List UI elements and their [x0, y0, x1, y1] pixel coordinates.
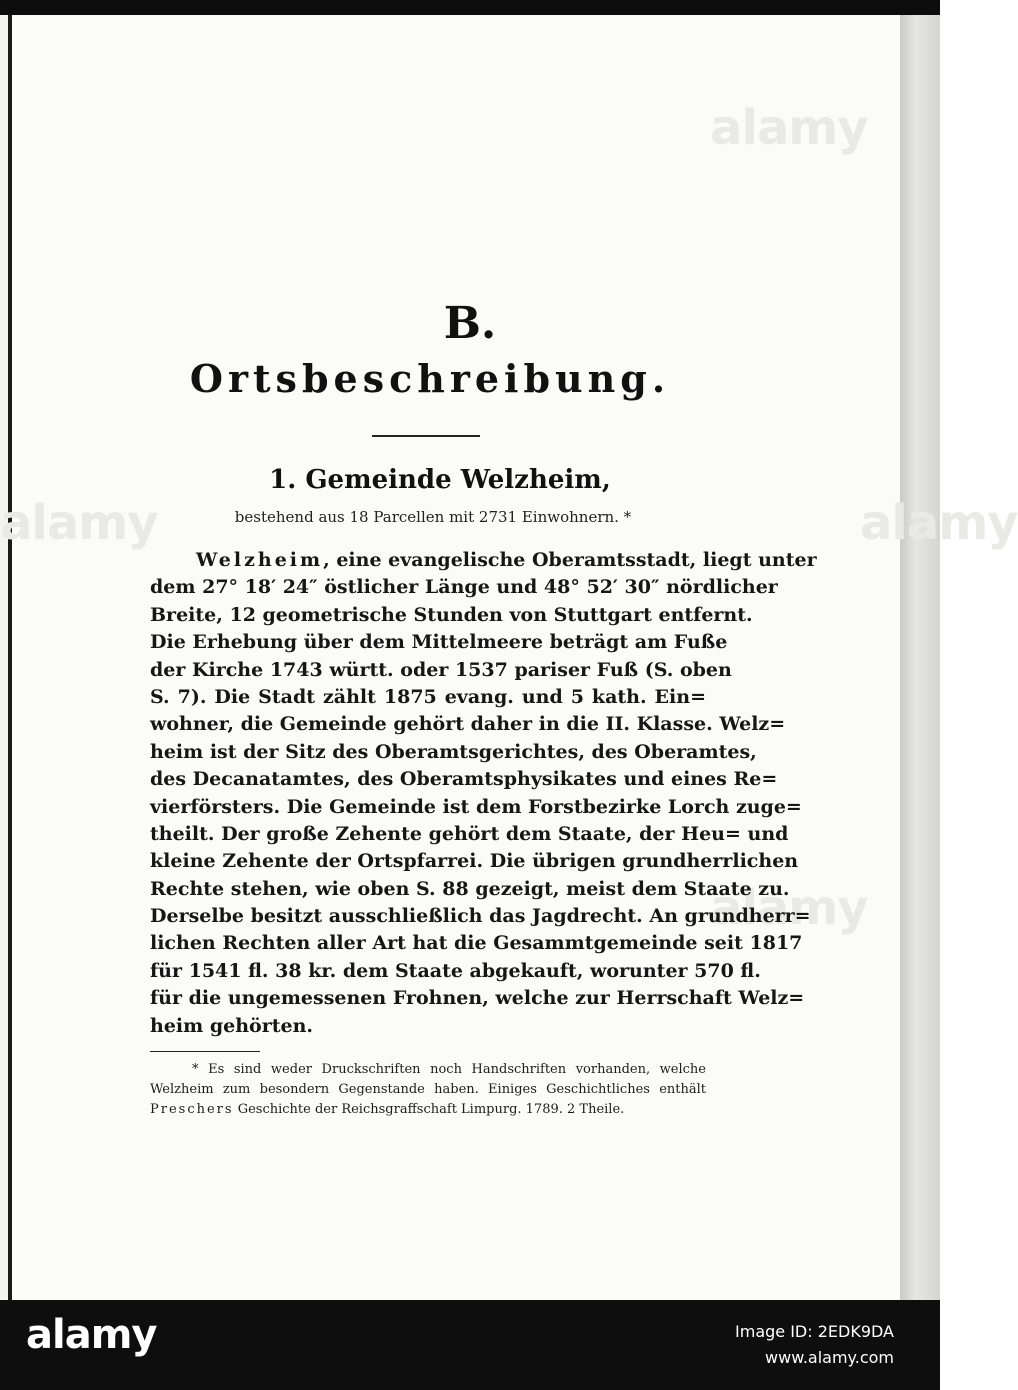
title-divider	[372, 435, 480, 437]
alamy-logo: alamy	[26, 1312, 157, 1358]
text-line: Breite, 12 geometrische Stunden von Stuttgart entfernt.	[150, 603, 753, 626]
text-line: heim gehörten.	[150, 1014, 314, 1037]
site-url: www.alamy.com	[765, 1348, 894, 1367]
watermark-logo: alamy	[0, 495, 158, 551]
text-line: theilt. Der große Zehente gehört dem Staate, der Heu= und	[150, 822, 789, 845]
text-line: wohner, die Gemeinde gehört daher in die II. Klasse. Welz=	[150, 713, 786, 736]
page-left-edge	[8, 15, 12, 1300]
page-gutter-shadow	[900, 15, 940, 1300]
footnote-line	[150, 1100, 706, 1120]
emphasis-name: Welzheim	[196, 549, 324, 571]
text-line: dem 27° 18′ 24″ östlicher Länge und 48° 52′ 30″ nördlicher	[150, 576, 778, 599]
municipality-heading: 1. Gemeinde Welzheim,	[269, 465, 611, 495]
footnote-line: Welzheim zum besondern Gegenstande haben. Einiges Geschichtliches enthält	[150, 1082, 706, 1097]
municipality-subheading: bestehend aus 18 Parcellen mit 2731 Einwohnern. *	[234, 508, 632, 526]
watermark-logo: alamy	[860, 495, 1018, 551]
text-line: der Kirche 1743 württ. oder 1537 pariser Fuß (S. oben	[150, 658, 732, 681]
text-line: heim ist der Sitz des Oberamtsgerichtes, des Oberamtes,	[150, 740, 757, 763]
section-title: Ortsbeschreibung.	[189, 356, 671, 401]
top-border	[0, 0, 940, 15]
image-id-label: Image ID: 2EDK9DA	[735, 1322, 894, 1341]
text-line: vierförsters. Die Gemeinde ist dem Forstbezirke Lorch zuge=	[150, 795, 802, 818]
footnote-divider	[150, 1051, 260, 1052]
footnotes	[150, 1060, 706, 1120]
section-letter: B.	[443, 298, 497, 349]
watermark-logo: alamy	[710, 880, 868, 936]
text-line: Rechte stehen, wie oben S. 88 gezeigt, meist dem Staate zu.	[150, 877, 790, 900]
text-line: des Decanatamtes, des Oberamtsphysikates und eines Re=	[150, 768, 778, 791]
text-line: lichen Rechten aller Art hat die Gesammtgemeinde seit 1817	[150, 932, 803, 955]
text-line: für die ungemessenen Frohnen, welche zur Herrschaft Welz=	[150, 987, 805, 1010]
watermark-logo: alamy	[710, 100, 868, 156]
text-line: für 1541 fl. 38 kr. dem Staate abgekauft, worunter 570 fl.	[150, 959, 761, 982]
text-line: S. 7). Die Stadt zählt 1875 evang. und 5 kath. Ein=	[150, 685, 706, 708]
text-line	[150, 547, 817, 574]
emphasis-name: Preschers	[150, 1102, 234, 1117]
text-span: Geschichte der Reichsgraffschaft Limpurg. 1789. 2 Theile.	[233, 1102, 625, 1117]
text-span: , eine evangelische Oberamtsstadt, liegt unter	[323, 549, 817, 571]
text-line: Die Erhebung über dem Mittelmeere beträgt am Fuße	[150, 631, 728, 654]
footnote-line: * Es sind weder Druckschriften noch Handschriften vorhanden, welche	[192, 1062, 706, 1077]
text-line: Derselbe besitzt ausschließlich das Jagdrecht. An grundherr=	[150, 905, 811, 928]
text-line: kleine Zehente der Ortspfarrei. Die übrigen grundherrlichen	[150, 850, 799, 873]
